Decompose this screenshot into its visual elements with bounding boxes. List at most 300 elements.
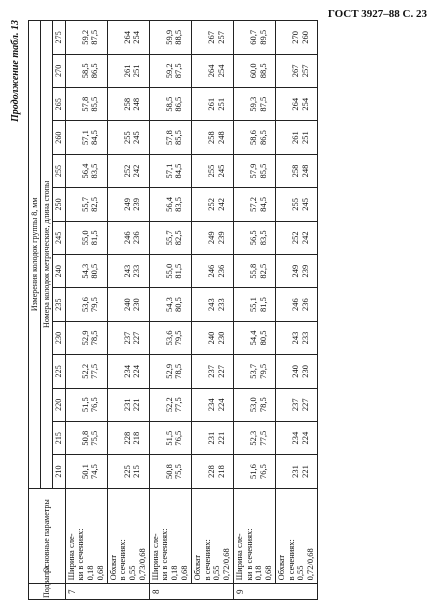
value: 76,5 <box>173 430 184 446</box>
value-cell <box>233 221 275 254</box>
parameter-line: 0,72/0,68 <box>305 548 316 581</box>
value-cell <box>65 421 107 454</box>
value: 251 <box>131 64 142 78</box>
value: 52,3 <box>247 430 258 446</box>
value: 50,8 <box>163 464 174 479</box>
value: 227 <box>299 398 310 412</box>
value-cell <box>275 388 317 421</box>
value: 79,5 <box>257 363 268 379</box>
value: 75,5 <box>173 464 184 479</box>
value: 221 <box>215 431 226 445</box>
col-header-param: Основные параметры <box>29 488 66 584</box>
value: 228 <box>121 431 132 445</box>
value: 57,8 <box>79 96 90 112</box>
value-cell <box>149 154 191 187</box>
size-header: 210 <box>53 455 65 488</box>
value: 236 <box>299 298 310 311</box>
value: 252 <box>121 164 132 178</box>
value: 78,5 <box>173 363 184 379</box>
size-header: 260 <box>53 121 65 154</box>
value-cell <box>191 355 233 388</box>
value: 231 <box>121 398 132 412</box>
value: 233 <box>299 331 310 345</box>
continuation-label: Продолжение табл. 13 <box>10 20 21 123</box>
parameter-cell <box>107 488 149 584</box>
table-row <box>191 21 233 600</box>
value-cell <box>149 221 191 254</box>
value-cell <box>191 88 233 121</box>
value-cell <box>191 321 233 354</box>
value-cell <box>65 455 107 488</box>
value-cell <box>233 254 275 287</box>
value: 59,2 <box>79 29 90 45</box>
value: 258 <box>289 164 300 178</box>
parameter-line: в сечениях: <box>201 539 212 581</box>
value-cell <box>233 154 275 187</box>
value: 89,5 <box>257 29 268 45</box>
value: 251 <box>299 131 310 144</box>
value-cell <box>233 388 275 421</box>
size-header: 270 <box>53 54 65 87</box>
value: 257 <box>215 30 226 44</box>
value: 234 <box>121 364 132 378</box>
value-cell <box>107 455 149 488</box>
value: 221 <box>299 465 310 478</box>
value: 82,5 <box>257 263 268 279</box>
value-cell <box>191 421 233 454</box>
value: 87,5 <box>89 29 100 45</box>
value: 260 <box>299 30 310 44</box>
value: 246 <box>205 264 216 278</box>
value: 52,9 <box>79 330 90 346</box>
parameter-line: 0,18 <box>169 565 180 581</box>
value: 254 <box>299 97 310 111</box>
value-cell <box>107 355 149 388</box>
value-cell <box>275 455 317 488</box>
value: 242 <box>299 231 310 245</box>
value: 83,5 <box>173 196 184 212</box>
value: 60,7 <box>247 29 258 45</box>
value-cell <box>107 188 149 221</box>
size-header: 215 <box>53 421 65 454</box>
value: 224 <box>215 398 226 412</box>
size-header: 220 <box>53 388 65 421</box>
value: 249 <box>289 264 300 278</box>
value-cell <box>191 188 233 221</box>
value-cell <box>233 355 275 388</box>
value: 55,0 <box>79 230 90 246</box>
value: 249 <box>121 198 132 211</box>
value: 249 <box>205 231 216 245</box>
value-cell <box>233 21 275 55</box>
value: 74,5 <box>89 464 100 479</box>
value: 246 <box>289 298 300 311</box>
value: 254 <box>215 64 226 78</box>
value: 230 <box>215 331 226 345</box>
value: 53,0 <box>247 397 258 413</box>
value-cell <box>65 288 107 321</box>
value-cell <box>191 288 233 321</box>
value: 264 <box>121 30 132 44</box>
value: 52,9 <box>163 363 174 379</box>
value: 86,5 <box>89 63 100 79</box>
value-cell <box>275 221 317 254</box>
value: 50,1 <box>79 464 90 479</box>
value: 230 <box>299 364 310 378</box>
value: 248 <box>299 164 310 178</box>
value-cell <box>107 421 149 454</box>
parameter-line: 0,73/0,68 <box>136 548 147 581</box>
table-body <box>65 21 317 600</box>
value: 237 <box>121 331 132 345</box>
value-cell <box>191 221 233 254</box>
value-cell <box>107 388 149 421</box>
value-cell <box>149 188 191 221</box>
value: 55,1 <box>247 297 258 312</box>
value: 81,5 <box>173 263 184 279</box>
value: 264 <box>205 64 216 78</box>
pod-number: 7 <box>65 584 149 600</box>
header-sizes-title: Номера колодок метрические, длина стопы <box>41 21 53 489</box>
value: 246 <box>121 231 132 245</box>
value-cell <box>275 421 317 454</box>
value-cell <box>149 288 191 321</box>
value: 87,5 <box>173 63 184 79</box>
value: 236 <box>215 264 226 278</box>
table-row <box>149 21 191 600</box>
value: 264 <box>289 97 300 111</box>
value: 255 <box>289 198 300 211</box>
value: 248 <box>215 131 226 144</box>
value: 81,5 <box>257 297 268 312</box>
parameter-line: Обхват <box>275 554 286 581</box>
value-cell <box>65 188 107 221</box>
value-cell <box>275 154 317 187</box>
value: 55,7 <box>79 196 90 212</box>
value-cell <box>149 388 191 421</box>
value-cell <box>275 288 317 321</box>
size-header: 235 <box>53 288 65 321</box>
value: 78,5 <box>89 330 100 346</box>
value-cell <box>191 54 233 87</box>
value: 240 <box>289 364 300 378</box>
value-cell <box>233 421 275 454</box>
parameter-line: 0,55 <box>295 565 306 581</box>
parameter-line: в сечениях: <box>285 539 296 581</box>
value-cell <box>149 254 191 287</box>
size-header: 240 <box>53 254 65 287</box>
value: 224 <box>299 431 310 445</box>
value: 85,5 <box>257 163 268 179</box>
pod-number: 9 <box>233 584 317 600</box>
value: 85,5 <box>173 130 184 146</box>
value: 55,8 <box>247 263 258 279</box>
parameter-line: ки в сечениях: <box>159 528 170 581</box>
value: 56,4 <box>163 196 174 212</box>
value-cell <box>233 88 275 121</box>
value: 233 <box>215 298 226 311</box>
parameter-line: Обхват <box>191 554 202 581</box>
value-cell <box>233 455 275 488</box>
value: 239 <box>299 264 310 278</box>
value: 248 <box>131 97 142 111</box>
value: 57,8 <box>163 130 174 146</box>
value-cell <box>149 121 191 154</box>
value-cell <box>149 421 191 454</box>
value: 258 <box>121 97 132 111</box>
value: 57,1 <box>163 163 174 179</box>
value: 84,5 <box>173 163 184 179</box>
value: 57,2 <box>247 196 258 212</box>
value: 218 <box>131 431 142 445</box>
value: 243 <box>289 331 300 345</box>
value: 255 <box>205 164 216 178</box>
value-cell <box>149 455 191 488</box>
parameter-line: 0,18 <box>253 565 264 581</box>
value: 236 <box>131 231 142 245</box>
value: 55,7 <box>163 230 174 246</box>
value: 245 <box>299 198 310 211</box>
page-header: ГОСТ 3927–88 С. 23 <box>327 8 427 20</box>
value-cell <box>233 288 275 321</box>
value-cell <box>275 188 317 221</box>
size-header: 245 <box>53 221 65 254</box>
parameter-line: 0,72/0,68 <box>221 548 232 581</box>
value-cell <box>65 355 107 388</box>
parameter-line: ки в сечениях: <box>75 528 86 581</box>
value-cell <box>275 321 317 354</box>
parameter-cell <box>65 488 107 584</box>
value-cell <box>107 121 149 154</box>
parameter-line: Обхват <box>107 554 118 581</box>
value: 242 <box>131 164 142 178</box>
size-header: 230 <box>53 321 65 354</box>
value: 57,9 <box>247 163 258 179</box>
parameter-line: 0,68 <box>178 565 189 581</box>
pod-number: 8 <box>149 584 233 600</box>
value: 53,7 <box>247 363 258 379</box>
value-cell <box>233 121 275 154</box>
value-cell <box>275 88 317 121</box>
value: 245 <box>215 164 226 178</box>
value: 56,5 <box>247 230 258 246</box>
parameter-line: Ширина сле- <box>149 533 160 581</box>
value: 51,5 <box>79 397 90 413</box>
parameter-line: в сечениях: <box>117 539 128 581</box>
value-cell <box>65 88 107 121</box>
value: 80,5 <box>173 297 184 312</box>
value-cell <box>65 21 107 55</box>
parameter-line: 0,18 <box>85 565 96 581</box>
value: 245 <box>131 131 142 144</box>
value: 237 <box>205 364 216 378</box>
parameter-line: 0,68 <box>263 565 274 581</box>
value: 58,5 <box>163 96 174 112</box>
value-cell <box>149 21 191 55</box>
value: 77,5 <box>173 397 184 413</box>
value-cell <box>191 121 233 154</box>
value: 53,6 <box>79 297 90 312</box>
value-cell <box>275 21 317 55</box>
value: 234 <box>289 431 300 445</box>
value-cell <box>275 355 317 388</box>
value-cell <box>65 154 107 187</box>
value: 79,5 <box>89 297 100 312</box>
parameter-cell <box>233 488 275 584</box>
value: 60,0 <box>247 63 258 79</box>
value-cell <box>107 221 149 254</box>
value: 81,5 <box>89 230 100 246</box>
value: 58,5 <box>79 63 90 79</box>
value: 51,5 <box>163 430 174 446</box>
value: 252 <box>289 231 300 245</box>
value: 76,5 <box>257 464 268 479</box>
value: 84,5 <box>89 130 100 146</box>
value: 75,5 <box>89 430 100 446</box>
value: 87,5 <box>257 96 268 112</box>
parameter-line: Ширина сле- <box>233 533 244 581</box>
value: 215 <box>131 465 142 478</box>
table-row <box>107 21 149 600</box>
value-cell <box>233 188 275 221</box>
value: 76,5 <box>89 397 100 413</box>
value: 243 <box>121 264 132 278</box>
value: 267 <box>205 30 216 44</box>
value: 59,2 <box>163 63 174 79</box>
value: 221 <box>131 398 142 412</box>
value-cell <box>233 321 275 354</box>
value: 79,5 <box>173 330 184 346</box>
value: 252 <box>205 198 216 211</box>
value: 230 <box>131 298 142 311</box>
value-cell <box>233 54 275 87</box>
value-cell <box>65 121 107 154</box>
value-cell <box>149 54 191 87</box>
value-cell <box>107 88 149 121</box>
value: 239 <box>215 231 226 245</box>
value: 255 <box>121 131 132 144</box>
value-cell <box>65 221 107 254</box>
size-header: 265 <box>53 88 65 121</box>
value-cell <box>191 154 233 187</box>
value: 234 <box>205 398 216 412</box>
value: 258 <box>205 131 216 144</box>
header-measurements: Измерения колодок группы 8, мм <box>29 21 41 489</box>
value: 83,5 <box>257 230 268 246</box>
value: 82,5 <box>173 230 184 246</box>
value: 57,1 <box>79 130 90 146</box>
value: 59,3 <box>247 96 258 112</box>
value: 78,5 <box>257 397 268 413</box>
value: 52,2 <box>163 397 174 413</box>
value: 85,5 <box>89 96 100 112</box>
value: 267 <box>289 64 300 78</box>
value: 270 <box>289 30 300 44</box>
table-row <box>275 21 317 600</box>
value: 233 <box>131 264 142 278</box>
value: 54,3 <box>163 297 174 312</box>
value: 231 <box>205 431 216 445</box>
value-cell <box>65 254 107 287</box>
value: 240 <box>205 331 216 345</box>
size-header: 225 <box>53 355 65 388</box>
value: 218 <box>215 465 226 478</box>
value-cell <box>191 388 233 421</box>
value-cell <box>107 321 149 354</box>
size-header: 275 <box>53 21 65 55</box>
size-header: 250 <box>53 188 65 221</box>
table-row <box>233 21 275 600</box>
parameter-line: Ширина сле- <box>65 533 76 581</box>
value: 261 <box>289 131 300 144</box>
value: 240 <box>121 298 132 311</box>
value: 88,5 <box>257 63 268 79</box>
value: 239 <box>131 198 142 211</box>
value: 251 <box>215 97 226 111</box>
value: 224 <box>131 364 142 378</box>
value: 227 <box>131 331 142 345</box>
value-cell <box>149 355 191 388</box>
value-cell <box>275 254 317 287</box>
value: 86,5 <box>257 130 268 146</box>
value: 86,5 <box>173 96 184 112</box>
size-header: 255 <box>53 154 65 187</box>
value: 243 <box>205 298 216 311</box>
value: 54,3 <box>79 263 90 279</box>
value: 58,6 <box>247 130 258 146</box>
value-cell <box>191 254 233 287</box>
value: 54,4 <box>247 330 258 346</box>
value: 80,5 <box>89 263 100 279</box>
value-cell <box>107 288 149 321</box>
value: 231 <box>289 465 300 478</box>
value: 80,5 <box>257 330 268 346</box>
col-header-pod: Подвапра <box>29 584 66 600</box>
value-cell <box>191 21 233 55</box>
value: 257 <box>299 64 310 78</box>
value-cell <box>107 54 149 87</box>
value: 51,6 <box>247 464 258 479</box>
parameter-cell <box>149 488 191 584</box>
value: 77,5 <box>257 430 268 446</box>
value: 53,6 <box>163 330 174 346</box>
value: 261 <box>205 97 216 111</box>
value-cell <box>107 254 149 287</box>
value: 254 <box>131 30 142 44</box>
value: 242 <box>215 198 226 211</box>
value: 228 <box>205 465 216 478</box>
value: 50,8 <box>79 430 90 446</box>
value: 77,5 <box>89 363 100 379</box>
parameter-line: 0,68 <box>94 565 105 581</box>
value: 261 <box>121 64 132 78</box>
value-cell <box>65 388 107 421</box>
value: 227 <box>215 364 226 378</box>
value-cell <box>275 54 317 87</box>
value: 83,5 <box>89 163 100 179</box>
value-cell <box>191 455 233 488</box>
value: 59,9 <box>163 29 174 45</box>
parameter-line: ки в сечениях: <box>243 528 254 581</box>
parameter-line: 0,55 <box>211 565 222 581</box>
value-cell <box>65 321 107 354</box>
value: 82,5 <box>89 196 100 212</box>
value: 56,4 <box>79 163 90 179</box>
table-row <box>65 21 107 600</box>
parameter-cell <box>191 488 233 584</box>
parameter-line: 0,55 <box>127 565 138 581</box>
parameters-table <box>28 20 318 600</box>
